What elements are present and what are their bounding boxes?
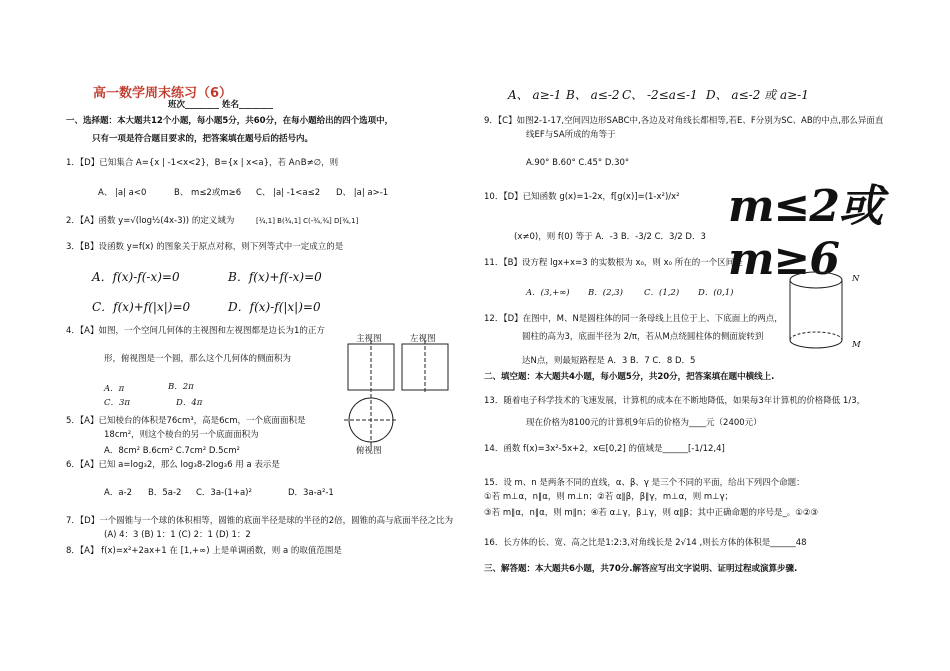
question-8: 8．【A】 f(x)=x²+2ax+1 在 [1,+∞) 上是单调函数，则 a 的取值范围是 <box>66 546 342 556</box>
question-12: 12．【D】在图中，M、N是圆柱体的同一条母线上且位于上、下底面上的两点， <box>484 314 783 324</box>
question-10: 10．【D】已知函数 g(x)=1-2x，f[g(x)]=(1-x²)/x² <box>484 192 680 202</box>
question-9-cont: 线EF与SA所成的角等于 <box>526 130 616 140</box>
question-7: 7．【D】一个圆锥与一个球的体积相等，圆锥的底面半径是球的半径的2倍，圆锥的高与底面半径之比为 <box>66 516 454 526</box>
q11-option-b: B．(2,3) <box>588 288 623 298</box>
q1-option-b: B、 m≤2或m≥6 <box>174 188 242 198</box>
q4-option-d: D．4π <box>176 398 203 408</box>
top-view-label: 俯视图 <box>356 446 382 456</box>
handwritten-answer-note: m≤2或m≥6 <box>728 181 883 285</box>
q6-option-c: C．3a-(1+a)² <box>196 488 252 498</box>
question-12-cont2: 达N点，则最短路程是 A．3 B．7 C．8 D．5 <box>522 356 696 366</box>
question-12-cont: 圆柱的高为3，底面半径为 2/π，若从M点绕圆柱体的侧面旋转到 <box>522 332 764 342</box>
question-5: 5．【A】已知棱台的体积是76cm³，高是6cm，一个底面面积是 <box>66 416 306 426</box>
three-views-figure <box>340 344 460 454</box>
q4-option-a: A．π <box>104 384 125 394</box>
question-15-cont2: ③若 m∥α，n∥α，则 m∥n；④若 α⊥γ，β⊥γ，则 α∥β；其中正确命题的序号是_。①②③ <box>484 508 819 518</box>
q4-option-b: B．2π <box>168 382 194 392</box>
name-class-line: 班次________ 姓名________ <box>168 100 273 110</box>
q8-option-b: B、 a≤-2 <box>566 88 620 102</box>
q1-option-d: D、 |a| a>-1 <box>336 188 389 198</box>
q7-options: (A) 4：3 (B) 1：1 (C) 2：1 (D) 1：2 <box>104 530 251 540</box>
q5-options: A．8cm² B.6cm² C.7cm² D.5cm² <box>104 446 240 456</box>
q11-option-c: C．(1,2) <box>644 288 680 298</box>
q1-option-a: A、 |a| a<0 <box>98 188 147 198</box>
question-6: 6．【A】已知 a=log₃2，那么 log₃8-2log₃6 用 a 表示是 <box>66 460 280 470</box>
question-10-cont: (x≠0)，则 f(0) 等于 A．-3 B．-3/2 C．3/2 D．3 <box>514 232 706 242</box>
question-13-cont: 现在价格为8100元的计算机9年后的价格为____元（2400元） <box>526 418 762 428</box>
q2-options: [¾,1] B(¾,1] C(-¾,¾] D[¾,1] <box>256 217 359 225</box>
question-14: 14．函数 f(x)=3x²-5x+2，x∈[0,2] 的值域是______[-1/12,4] <box>484 444 725 454</box>
q8-option-c: C、 -2≤a≤-1 <box>622 88 698 102</box>
question-1: 1．【D】已知集合 A={x | -1<x<2}，B={x | x<a}，若 A∩B≠∅，则 <box>66 158 339 168</box>
cylinder-figure <box>788 270 858 360</box>
question-5-cont: 18cm²，则这个棱台的另一个底面面积为 <box>104 430 259 440</box>
cylinder-bottom-back <box>790 332 842 340</box>
cylinder-top <box>790 272 842 288</box>
question-15: 15．设 m、n 是两条不同的直线，α、β、γ 是三个不同的平面，给出下列四个命题： <box>484 478 805 488</box>
page-title: 高一数学周末练习（6） <box>93 86 233 101</box>
point-n-label: N <box>852 274 860 284</box>
q4-option-c: C．3π <box>104 398 130 408</box>
q11-option-d: D．(0,1) <box>698 288 734 298</box>
question-4-cont: 形，俯视图是一个圆，那么这个几何体的侧面积为 <box>104 354 292 364</box>
question-13: 13．随着电子科学技术的飞速发展，计算机的成本在不断地降低，如果每3年计算机的价格降低 1/3， <box>484 396 866 406</box>
question-9: 9．【C】如图2-1-17,空间四边形SABC中,各边及对角线长都相等,若E、F分别为SC、AB的中点,那么异面直 <box>484 116 884 126</box>
q1-option-c: C、 |a| -1<a≤2 <box>256 188 321 198</box>
q9-options: A.90° B.60° C.45° D.30° <box>526 158 630 168</box>
question-15-cont: ①若 m⊥α，n∥α，则 m⊥n；②若 α∥β，β∥γ，m⊥α，则 m⊥γ； <box>484 492 734 502</box>
point-m-label: M <box>852 340 861 350</box>
question-2: 2．【A】函数 y=√(log½(4x-3)) 的定义域为 <box>66 216 235 226</box>
section-2-heading: 二、填空题：本大题共4小题，每小题5分，共20分，把答案填在题中横线上. <box>484 372 775 382</box>
question-4: 4．【A】如图，一个空间几何体的主视图和左视图都是边长为1的正方 <box>66 326 325 336</box>
q3-option-d: D．f(x)-f(|x|)=0 <box>228 300 321 314</box>
q6-option-d: D．3a-a²-1 <box>288 488 334 498</box>
question-11: 11．【B】设方程 lgx+x=3 的实数根为 x₀，则 x₀ 所在的一个区间是 <box>484 258 743 268</box>
q3-option-b: B．f(x)+f(-x)=0 <box>228 270 322 284</box>
question-16: 16．长方体的长、宽、高之比是1:2:3,对角线长是 2√14 ,则长方体的体积是______48 <box>484 538 807 548</box>
q11-option-a: A．(3,+∞) <box>526 288 570 298</box>
q3-option-a: A．f(x)-f(-x)=0 <box>92 270 180 284</box>
q6-option-a: A．a-2 <box>104 488 132 498</box>
front-view-label: 主视图 <box>356 334 382 344</box>
section-3-heading: 三、解答题：本大题共6小题，共70分.解答应写出文字说明、证明过程或演算步骤. <box>484 564 798 574</box>
question-3: 3．【B】设函数 y=f(x) 的图象关于原点对称，则下列等式中一定成立的是 <box>66 242 344 252</box>
cylinder-bottom-front <box>790 340 842 348</box>
section-1-heading: 一、选择题：本大题共12个小题，每小题5分，共60分，在每小题给出的四个选项中， <box>66 116 394 126</box>
section-1-heading-cont: 只有一项是符合题目要求的，把答案填在题号后的括号内。 <box>92 134 314 144</box>
q6-option-b: B．5a-2 <box>148 488 182 498</box>
q8-option-a: A、 a≥-1 <box>508 88 562 102</box>
side-view-label: 左视图 <box>410 334 436 344</box>
q8-option-d: D、 a≤-2 或 a≥-1 <box>706 88 809 102</box>
q3-option-c: C．f(x)+f(|x|)=0 <box>92 300 191 314</box>
